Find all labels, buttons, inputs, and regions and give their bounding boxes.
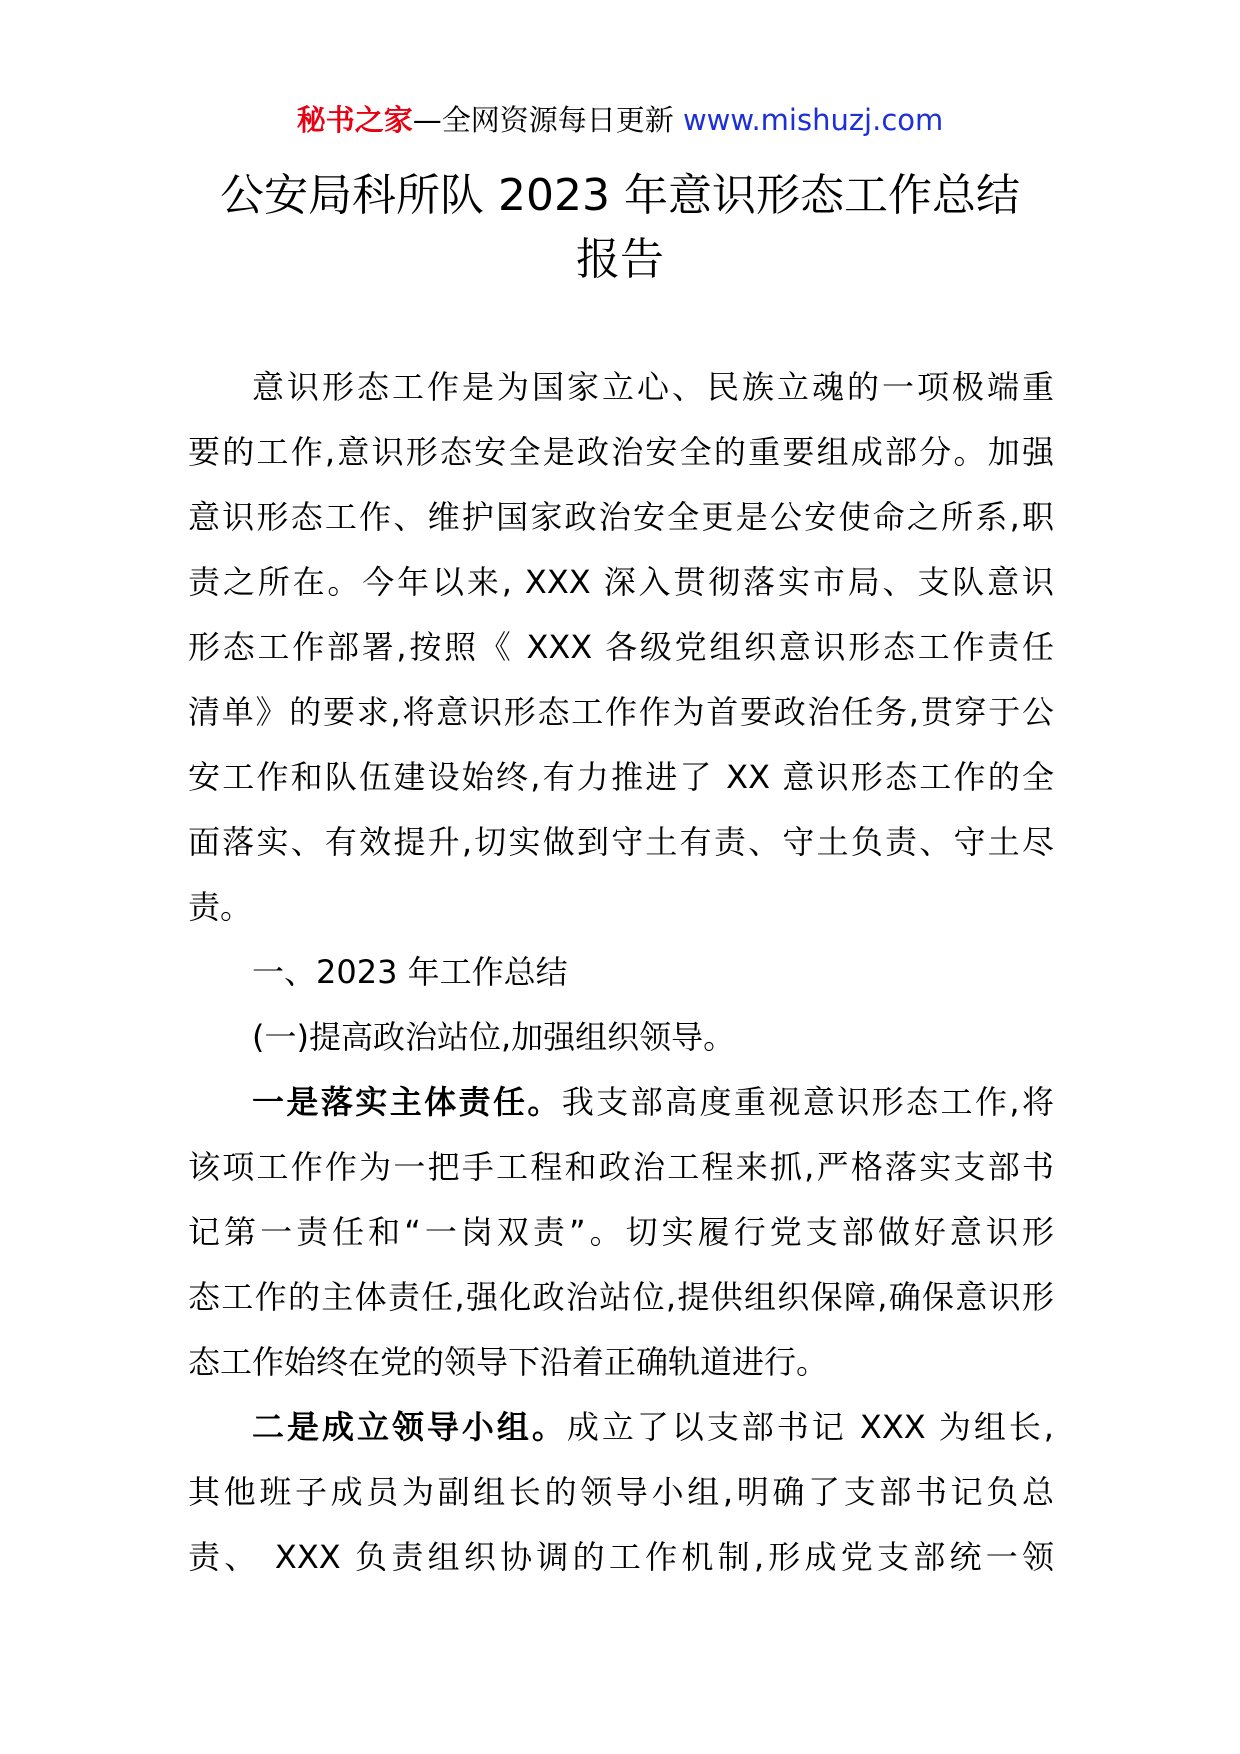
text-line: 责之所在。今年以来, XXX 深入贯彻落实市局、支队意识 — [188, 563, 1054, 601]
text-run: 成立了以支部书记 XXX 为组长, — [566, 1408, 1054, 1446]
text-line: 其他班子成员为副组长的领导小组,明确了支部书记负总 — [188, 1473, 1054, 1511]
text-line: 记第一责任和“一岗双责”。切实履行党支部做好意识形 — [188, 1213, 1054, 1251]
bold-lead: 一是落实主体责任。 — [252, 1083, 562, 1121]
site-brand: 秘书之家 — [296, 103, 413, 137]
text-line — [188, 1070, 1054, 1135]
subheading-line: (一)提高政治站位,加强组织领导。 — [252, 1018, 736, 1056]
text-line: 责。 — [188, 888, 253, 926]
paragraph-responsibility — [188, 1070, 1054, 1395]
text-line: 要的工作,意识形态安全是政治安全的重要组成部分。加强 — [188, 433, 1054, 471]
bold-lead: 二是成立领导小组。 — [252, 1408, 567, 1446]
text-line: 面落实、有效提升,切实做到守土有责、守土负责、守土尽 — [188, 823, 1054, 861]
subsection-heading — [188, 1005, 1054, 1070]
text-line: 态工作始终在党的领导下沿着正确轨道进行。 — [188, 1343, 829, 1381]
heading-line: 一、2023 年工作总结 — [252, 953, 568, 991]
section-heading — [188, 940, 1054, 1005]
site-tagline: —全网资源每日更新 — [412, 103, 683, 137]
text-run: 我支部高度重视意识形态工作,将 — [561, 1083, 1054, 1121]
site-url-link[interactable]: www.mishuzj.com — [682, 103, 944, 137]
text-line — [188, 1395, 1054, 1460]
text-line: 意识形态工作是为国家立心、民族立魂的一项极端重 — [252, 368, 1054, 406]
text-line: 安工作和队伍建设始终,有力推进了 XX 意识形态工作的全 — [188, 758, 1054, 796]
text-line: 清单》的要求,将意识形态工作作为首要政治任务,贯穿于公 — [188, 693, 1054, 731]
text-line: 意识形态工作、维护国家政治安全更是公安使命之所系,职 — [188, 498, 1054, 536]
site-header — [0, 100, 1240, 140]
text-line: 责、 XXX 负责组织协调的工作机制,形成党支部统一领 — [188, 1538, 1054, 1576]
document-body — [188, 355, 1054, 1590]
text-line: 形态工作部署,按照《 XXX 各级党组织意识形态工作责任 — [188, 628, 1054, 666]
paragraph-leading-group — [188, 1395, 1054, 1590]
paragraph-intro — [188, 355, 1054, 940]
text-line: 态工作的主体责任,强化政治站位,提供组织保障,确保意识形 — [188, 1278, 1054, 1316]
title-line-2: 报告 — [576, 234, 664, 285]
document-title — [0, 164, 1240, 292]
text-line: 该项工作作为一把手工程和政治工程来抓,严格落实支部书 — [188, 1148, 1054, 1186]
title-line-1: 公安局科所队 2023 年意识形态工作总结 — [220, 170, 1020, 221]
